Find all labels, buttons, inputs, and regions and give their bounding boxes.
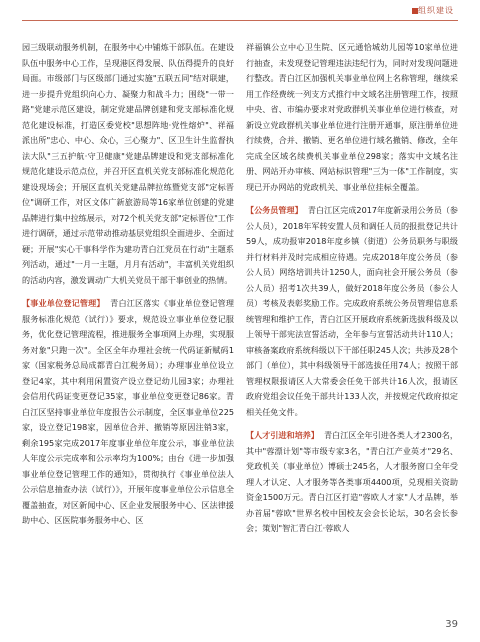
right-column bbox=[246, 40, 458, 622]
page-number: 39 bbox=[445, 619, 458, 630]
header-rule bbox=[22, 20, 458, 21]
section-talent bbox=[246, 428, 458, 537]
section-title: 【人才引进和培养】 bbox=[246, 430, 319, 440]
section-body: 青白江区全年引进各类人才2300名，其中"蓉漂计划"等市级专家3名，"青白江产业英才"29名、党政机关（事业单位）博硕士245名，人才服务窗口全年受理人才认定、人才服务等各类事项4400项，兑现相关资助资金1500万元。青白江区打造"蓉欧人才家"人才品牌，举办首届"蓉欧"世界名校中国校友会会长论坛，30名会长参会；策划"智汇青白江·蓉欧人 bbox=[246, 430, 458, 533]
section-institution-registration bbox=[22, 296, 234, 529]
section-civil-servant bbox=[246, 203, 458, 420]
left-column bbox=[22, 40, 234, 622]
section-tag: 组织建设 bbox=[418, 6, 454, 15]
section-title: 【事业单位登记管理】 bbox=[22, 298, 105, 308]
section-body: 青白江区完成2017年度新录用公务员（参公人员），2018年军转安置人员和调任人员的报批登记共计59人，成功报审2018年度乡镇（街道）公务员职务与职级并行材料并及时完成相应待遇。完成2018年度公务员（参公人员）网络培训共计1250人，面向社会开展公务员（参公人员）招考1次共39人，做好2018年度公务员（参公人员）考核及表彰奖励工作。完成政府系统公务员管理信息系统管理和维护工作，青白江区开展政府系统新选拔科级及以上领导干部宪法宣誓活动，全年参与宣誓活动共计110人；审核备案政府系统科级以下干部任职245人次；共涉及28个部门（单位），其中科级领导干部选拔任用74人；按照干部管理权限报请区人大常委会任免干部共计16人次，报请区政府党组会议任免干部共计133人次，并按规定代政府拟定相关任免文件。 bbox=[246, 205, 458, 417]
section-body: 青白江区落实《事业单位登记管理服务标准化规范（试行）》要求，规范设立事业单位登记服务，优化登记管理流程，推进服务全事项网上办理，实现服务对象"只跑一次"。全区全年办理社会统一代码证新赋码1家（国家税务总局成都青白江税务局）；办理事业单位设立登记4家，其中利用闲置资产设立登记幼儿园3家；办理社会信用代码证变更登记35家，事业单位变更登记86家。青白江区坚持事业单位年度报告公示制度，全区事业单位225家，设立登记198家，因单位合并、撤销等原因注销3家，剩余195家完成2017年度事业单位年度公示，事业单位法人年度公示完成率和公示率均为100%；由台《进一步加强事业单位登记管理工作的通知》，贯彻执行《事业单位法人公示信息抽查办法（试行）》，开展年度事业单位公示信息全覆盖抽查，对区新闻中心、区企业发展服务中心、区法律援助中心、区医院事务服务中心、区 bbox=[22, 298, 234, 525]
right-paragraph-1: 祥福镇公立中心卫生院、区元通恰城幼儿园等10家单位进行抽查，未发现登记管理违法违纪行为，同时对发现问题进行整改。青白江区加强机关事业单位网上名称管理，继续采用工作经费统一列支方式推行中文域名注册管理工作，按照中央、省、市编办要求对党政群机关事业单位进行核查，对新设立党政群机关事业单位进行注册开通事，原注册单位进行续费，合并、撤销、更名单位进行域名撤销、修改，全年完成全区域名续费机关事业单位298家；落实中文域名注册、网站开办审核、网站标识管理"三为一体"工作制度，实现已开办网站的党政机关、事业单位挂标全覆盖。 bbox=[246, 42, 458, 192]
page-header bbox=[0, 0, 480, 30]
section-title: 【公务员管理】 bbox=[246, 205, 303, 215]
left-paragraph-1: 园三级联动服务机制，在服务中心中铺炼干部队伍。在建设队伍中服务中心工作，呈现港区得发展、队伍得提升的良好局面。市级部门与区级部门通过实施"五联五同"结对联建，进一步提升党组织向心力、凝聚力和战斗力；围绕"一带一路"党建示范区建设，制定党建品牌创建和党支部标准化规范化建设标准，打造区委党校"思想阵地·党性熔炉"、祥福派出所"忠心、中心、众心，三心聚力"、区卫生计生监督执法大队"三五护航·守卫健康"党建品牌建设和党支部标准化规范化建设示范点位，并召开区直机关党支部标准化规范化建设现场会；开展区直机关党建品牌拉练暨党支部"定标晋位"调研工作，对区文体广新旅游局等16家单位创建的党建品牌进行集中拉练展示，对72个机关党支部"定标晋位"工作进行调研，通过示范带动推动基层党组织全面进步、全面过硬；开展"实心干事科学作为建功青白江党员在行动"主题系列活动，通过"一月一主题，月月有活动"，丰富机关党组织的活动内容，激发调动广大机关党员干部干事创业的热情。 bbox=[22, 42, 234, 285]
